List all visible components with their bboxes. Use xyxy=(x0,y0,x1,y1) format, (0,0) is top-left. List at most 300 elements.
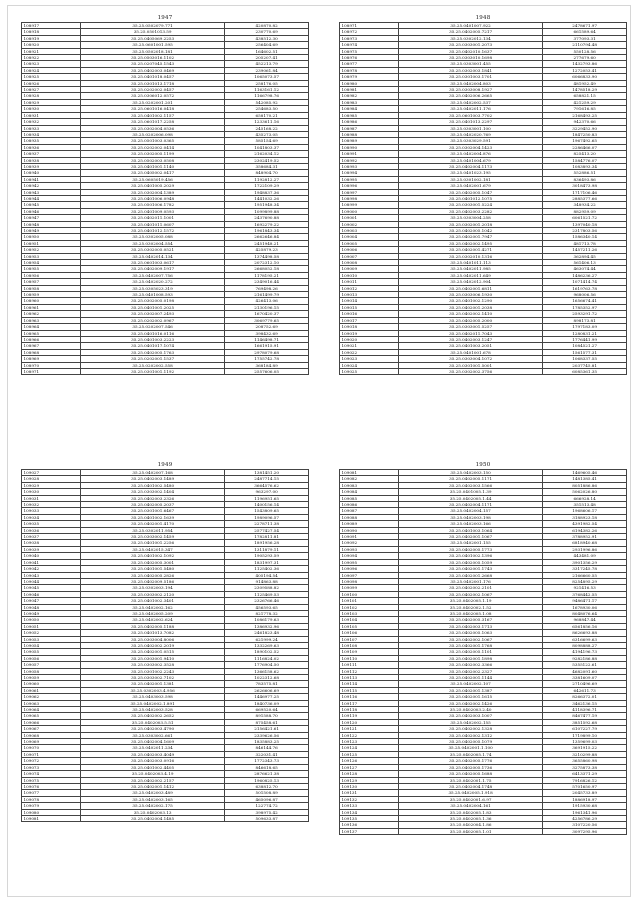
amount-cell: 348934.22 xyxy=(543,202,627,208)
data-table xyxy=(339,22,627,375)
record-number-cell: 109103 xyxy=(340,610,399,616)
record-number-cell: 109018 xyxy=(340,324,399,330)
record-number-cell: 109078 xyxy=(22,796,81,802)
record-number-cell: 109098 xyxy=(340,578,399,584)
record-number-cell: 108966 xyxy=(22,336,81,342)
amount-cell: 836493.86 xyxy=(543,176,627,182)
account-code-cell: 35.25.0302007.2493 xyxy=(80,311,224,317)
amount-cell: 3018473.98 xyxy=(543,183,627,189)
amount-cell: 4118396.71 xyxy=(543,707,627,713)
amount-cell: 1678930.06 xyxy=(543,604,627,610)
amount-cell: 1178195.21 xyxy=(225,272,309,278)
record-number-cell: 108941 xyxy=(22,176,81,182)
account-code-cell: 35.25.0401006.0948 xyxy=(80,195,224,201)
record-number-cell: 109096 xyxy=(340,566,399,572)
account-code-cell: 35.25.0402001.1743 xyxy=(398,566,542,572)
amount-cell: 3768442.55 xyxy=(543,591,627,597)
amount-cell: 1146498.71 xyxy=(225,336,309,342)
amount-cell: 968006.56 xyxy=(543,292,627,298)
record-number-cell: 108918 xyxy=(22,29,81,35)
account-code-cell: 35.25.0302004.1423 xyxy=(398,144,542,150)
account-code-cell: 35.25.0401008.593 xyxy=(80,292,224,298)
account-code-cell: 35.25.0402001.4271 xyxy=(398,247,542,253)
record-number-cell: 109079 xyxy=(22,803,81,809)
amount-cell: 1584776.07 xyxy=(543,157,627,163)
account-code-cell: 35.25.0402003.0916 xyxy=(80,758,224,764)
amount-cell: 2278711.38 xyxy=(225,521,309,527)
record-number-cell: 109066 xyxy=(22,719,81,725)
amount-cell: 3107220.56 xyxy=(543,822,627,828)
record-number-cell: 109102 xyxy=(340,604,399,610)
record-number-cell: 109050 xyxy=(22,617,81,623)
amount-cell: 3229452.90 xyxy=(543,125,627,131)
record-number-cell: 109088 xyxy=(340,514,399,520)
record-number-cell: 108987 xyxy=(340,125,399,131)
amount-cell: 658170.21 xyxy=(225,112,309,118)
record-number-cell: 108961 xyxy=(22,304,81,310)
record-number-cell: 109067 xyxy=(22,726,81,732)
account-code-cell: 35.25.0402003.5.51 xyxy=(80,719,224,725)
record-number-cell: 108971 xyxy=(340,23,399,29)
amount-cell: 2710496.69 xyxy=(543,681,627,687)
amount-cell: 3901356.29 xyxy=(543,559,627,565)
account-code-cell: 35.25.0402005.1.44 xyxy=(398,495,542,501)
account-code-cell: 35.25.0303001.9410 xyxy=(80,655,224,661)
account-code-cell: 35.25.0402003.1566 xyxy=(398,482,542,488)
account-code-cell: 35.25.0402005.1.74 xyxy=(398,751,542,757)
amount-cell: 1886918.97 xyxy=(543,796,627,802)
account-code-cell: 35.25.0402002.537 xyxy=(398,99,542,105)
record-number-cell: 109033 xyxy=(22,508,81,514)
account-code-cell: 35.25.0402005.1.19 xyxy=(398,598,542,604)
record-number-cell: 108943 xyxy=(22,189,81,195)
account-code-cell: 35.25.0402002.107 xyxy=(398,681,542,687)
record-number-cell: 108993 xyxy=(340,163,399,169)
record-number-cell: 108935 xyxy=(22,138,81,144)
amount-cell: 501508.89 xyxy=(225,790,309,796)
record-number-cell: 109107 xyxy=(340,636,399,642)
amount-cell: 6316699.63 xyxy=(543,636,627,642)
account-code-cell: 35.25.0402004.1485 xyxy=(80,815,224,821)
record-number-cell: 108965 xyxy=(22,330,81,336)
record-number-cell: 109132 xyxy=(340,796,399,802)
record-number-cell: 109013 xyxy=(340,292,399,298)
record-number-cell: 109015 xyxy=(340,304,399,310)
account-code-cell: 35.25.0402004.1609 xyxy=(80,739,224,745)
record-number-cell: 109081 xyxy=(340,470,399,476)
table-title: 1947 xyxy=(157,15,173,21)
account-code-cell: 35.25.0402007.756 xyxy=(80,272,224,278)
amount-cell: 230770.69 xyxy=(225,29,309,35)
record-number-cell: 108994 xyxy=(340,170,399,176)
account-code-cell: 35.25.0402003.166 xyxy=(398,521,542,527)
record-number-cell: 109054 xyxy=(22,642,81,648)
account-code-cell: 35.25.0402003.2.40 xyxy=(398,707,542,713)
amount-cell: 443481.09 xyxy=(543,553,627,559)
amount-cell: 1785352.97 xyxy=(543,304,627,310)
account-code-cell: 35.25.0401002.1157 xyxy=(80,112,224,118)
account-code-cell: 35.25.0402009.1917 xyxy=(80,266,224,272)
amount-cell: 891588.70 xyxy=(225,713,309,719)
account-code-cell: 35.25.0501006.1782 xyxy=(80,202,224,208)
record-number-cell: 109100 xyxy=(340,591,399,597)
amount-cell: 1905293.59 xyxy=(225,553,309,559)
account-code-cell: 35.25.0402004.1171 xyxy=(398,502,542,508)
amount-cell: 1670420.37 xyxy=(225,311,309,317)
account-code-cell: 35.25.0503016.1102 xyxy=(80,55,224,61)
amount-cell: 3788952.91 xyxy=(543,534,627,540)
record-number-cell: 108926 xyxy=(22,80,81,86)
account-code-cell: 35.25.0202007.546 xyxy=(80,324,224,330)
record-number-cell: 109065 xyxy=(22,713,81,719)
record-number-cell: 109086 xyxy=(340,502,399,508)
account-code-cell: 35.25.0302005.088 xyxy=(80,234,224,240)
record-number-cell: 108917 xyxy=(22,23,81,29)
amount-cell: 1561577.31 xyxy=(543,349,627,355)
amount-cell: 8626693.88 xyxy=(543,630,627,636)
amount-cell: 2478671.97 xyxy=(543,23,627,29)
record-number-cell: 109111 xyxy=(340,662,399,668)
amount-cell: 164602.51 xyxy=(225,48,309,54)
record-number-cell: 109129 xyxy=(340,777,399,783)
amount-cell: 4391982.54 xyxy=(543,521,627,527)
account-code-cell: 35.25.0402011.985 xyxy=(398,266,542,272)
record-number-cell: 108999 xyxy=(340,202,399,208)
record-number-cell: 108959 xyxy=(22,292,81,298)
record-number-cell: 109030 xyxy=(22,489,81,495)
amount-cell: 1469605.46 xyxy=(543,470,627,476)
record-number-cell: 108919 xyxy=(22,35,81,41)
account-code-cell: 35.25.0402001.1768 xyxy=(398,642,542,648)
account-code-cell: 35.25.0401011.0607 xyxy=(80,221,224,227)
record-number-cell: 108952 xyxy=(22,247,81,253)
record-number-cell: 109085 xyxy=(340,495,399,501)
account-code-cell: 35.25.0402002.1495 xyxy=(398,240,542,246)
account-code-cell: 35.25.0401001.2256 xyxy=(80,540,224,546)
record-number-cell: 109104 xyxy=(340,617,399,623)
amount-cell: 1915930.68 xyxy=(543,803,627,809)
account-code-cell: 35.25.0401005.2029 xyxy=(80,183,224,189)
record-number-cell: 109045 xyxy=(22,585,81,591)
amount-cell: 1961341.96 xyxy=(543,809,627,815)
account-code-cell: 35.25.0402002.2101 xyxy=(398,585,542,591)
account-code-cell: 35.25.0402003.4049 xyxy=(80,751,224,757)
record-number-cell: 109072 xyxy=(22,758,81,764)
record-number-cell: 108997 xyxy=(340,189,399,195)
amount-cell: 846618.65 xyxy=(225,764,309,770)
amount-cell: 1446977.25 xyxy=(225,694,309,700)
record-number-cell: 109074 xyxy=(22,771,81,777)
amount-cell: 239061.84 xyxy=(225,67,309,73)
amount-cell: 2317803.56 xyxy=(543,228,627,234)
account-code-cell: 35.25.0402005.1188 xyxy=(80,623,224,629)
record-number-cell: 109029 xyxy=(22,482,81,488)
record-number-cell: 108946 xyxy=(22,208,81,214)
account-code-cell: 35.25.0402002.1067 xyxy=(398,636,542,642)
record-number-cell: 108963 xyxy=(22,317,81,323)
account-code-cell: 35.25.0402012.904 xyxy=(398,279,542,285)
record-number-cell: 108937 xyxy=(22,151,81,157)
amount-cell: 1400156.14 xyxy=(225,502,309,508)
amount-cell: 205207.41 xyxy=(225,55,309,61)
amount-cell: 4256786.29 xyxy=(543,815,627,821)
record-number-cell: 109130 xyxy=(340,783,399,789)
record-number-cell: 109109 xyxy=(340,649,399,655)
record-number-cell: 109101 xyxy=(340,598,399,604)
account-code-cell: 35.25.0401013.7082 xyxy=(80,630,224,636)
account-code-cell: 35.25.0202002.0967 xyxy=(80,317,224,323)
account-code-cell: 35.25.0501003.0365 xyxy=(80,138,224,144)
account-code-cell: 35.25.0402002.2327 xyxy=(398,668,542,674)
amount-cell: 1374498.58 xyxy=(225,253,309,259)
record-number-cell: 109044 xyxy=(22,578,81,584)
record-number-cell: 109087 xyxy=(340,508,399,514)
amount-cell: 3462136.15 xyxy=(543,700,627,706)
record-number-cell: 108991 xyxy=(340,151,399,157)
account-code-cell: 35.25.0402004.876 xyxy=(398,151,542,157)
record-number-cell: 109091 xyxy=(340,534,399,540)
amount-cell: 465096.87 xyxy=(225,796,309,802)
account-code-cell: 35.25.0401017.1074 xyxy=(80,343,224,349)
record-number-cell: 108958 xyxy=(22,285,81,291)
account-code-cell: 35.25.0402020.272 xyxy=(80,279,224,285)
record-number-cell: 108930 xyxy=(22,106,81,112)
account-code-cell: 35.25.0202006.098 xyxy=(80,131,224,137)
account-code-cell: 35.25.0502018.181 xyxy=(80,48,224,54)
record-number-cell: 109070 xyxy=(22,745,81,751)
record-number-cell: 109007 xyxy=(340,253,399,259)
record-number-cell: 109017 xyxy=(340,317,399,323)
record-number-cell: 108944 xyxy=(22,195,81,201)
account-code-cell: 35.25.0402002.155 xyxy=(398,719,542,725)
account-code-cell: 35.25.0303004.258 xyxy=(398,215,542,221)
account-code-cell: 35.25.0402001.4170 xyxy=(80,521,224,527)
amount-cell: 452213.79 xyxy=(225,61,309,67)
amount-cell: 5355122.61 xyxy=(543,662,627,668)
record-number-cell: 108979 xyxy=(340,74,399,80)
account-code-cell: 35.25.0202002.0457 xyxy=(80,87,224,93)
account-code-cell: 35.25.0202002.558 xyxy=(80,362,224,368)
record-number-cell: 109059 xyxy=(22,675,81,681)
record-number-cell: 108950 xyxy=(22,234,81,240)
record-number-cell: 108948 xyxy=(22,221,81,227)
record-number-cell: 109036 xyxy=(22,527,81,533)
account-code-cell: 35.25.0303001.5224 xyxy=(398,202,542,208)
account-code-cell: 35.25.0401003.2223 xyxy=(80,336,224,342)
amount-cell: 1951948.34 xyxy=(225,202,309,208)
amount-cell: 2130196.15 xyxy=(225,304,309,310)
record-number-cell: 109117 xyxy=(340,700,399,706)
account-code-cell: 35.25.0402001.1.100 xyxy=(398,745,542,751)
amount-cell: 208752.69 xyxy=(225,324,309,330)
account-code-cell: 35.25.0605019.456 xyxy=(80,176,224,182)
record-number-cell: 109128 xyxy=(340,771,399,777)
account-code-cell: 35.25.0402005.1101 xyxy=(398,649,542,655)
amount-cell: 2437690.88 xyxy=(225,215,309,221)
account-code-cell: 35.25.0302012.134 xyxy=(398,35,542,41)
account-code-cell: 35.25.0303004.8006 xyxy=(80,636,224,642)
account-code-cell: 35.25.0401001.5480 xyxy=(80,566,224,572)
account-code-cell: 35.25.0401002.1092 xyxy=(80,553,224,559)
record-number-cell: 109134 xyxy=(340,809,399,815)
table-block-1948 xyxy=(339,15,627,375)
account-code-cell: 35.25.0302003.4.956 xyxy=(80,687,224,693)
amount-cell: 921416.53 xyxy=(543,585,627,591)
account-code-cell: 35.25.0402002.1328 xyxy=(398,726,542,732)
amount-cell: 1656674.41 xyxy=(543,298,627,304)
amount-cell: 254683.50 xyxy=(225,106,309,112)
table-block-1949 xyxy=(21,462,309,822)
record-number-cell: 109071 xyxy=(22,751,81,757)
amount-cell: 561406.13 xyxy=(543,260,627,266)
record-number-cell: 109131 xyxy=(340,790,399,796)
account-code-cell: 35.25.0402002.1312 xyxy=(398,732,542,738)
amount-cell: 256404.69 xyxy=(225,42,309,48)
amount-cell: 6085361.35 xyxy=(543,368,627,374)
account-code-cell: 35.25.0301001.6467 xyxy=(80,508,224,514)
record-number-cell: 109082 xyxy=(340,476,399,482)
account-code-cell: 35.25.0202002.0414 xyxy=(80,144,224,150)
record-number-cell: 109038 xyxy=(22,540,81,546)
record-number-cell: 109023 xyxy=(340,356,399,362)
amount-cell: 968847.44 xyxy=(543,617,627,623)
amount-cell: 1486236.27 xyxy=(543,272,627,278)
amount-cell: 846144.76 xyxy=(225,745,309,751)
account-code-cell: 35.25.0402005.1.01 xyxy=(398,828,542,834)
record-number-cell: 108984 xyxy=(340,106,399,112)
account-code-cell: 35.25.0402003.1489 xyxy=(80,476,224,482)
table-row xyxy=(22,815,309,821)
record-number-cell: 109052 xyxy=(22,630,81,636)
record-number-cell: 109125 xyxy=(340,751,399,757)
account-code-cell: 35.25.0202001.201 xyxy=(80,99,224,105)
record-number-cell: 109014 xyxy=(340,298,399,304)
account-code-cell: 35.25.0207045.1543 xyxy=(80,61,224,67)
account-code-cell: 35.25.0301013.1718 xyxy=(80,80,224,86)
amount-cell: 463074.44 xyxy=(543,266,627,272)
record-number-cell: 108998 xyxy=(340,195,399,201)
record-number-cell: 108936 xyxy=(22,144,81,150)
amount-cell: 2451948.21 xyxy=(225,240,309,246)
record-number-cell: 108962 xyxy=(22,311,81,317)
account-code-cell: 35.25.0303008.1927 xyxy=(398,87,542,93)
record-number-cell: 109002 xyxy=(340,221,399,227)
amount-cell: 1619763.78 xyxy=(543,285,627,291)
amount-cell: 398432.69 xyxy=(225,330,309,336)
account-code-cell: 35.25.0402004.803 xyxy=(398,80,542,86)
record-number-cell: 109076 xyxy=(22,783,81,789)
record-number-cell: 108923 xyxy=(22,61,81,67)
record-number-cell: 109064 xyxy=(22,707,81,713)
amount-cell: 848904.70 xyxy=(225,170,309,176)
amount-cell: 405194.54 xyxy=(225,572,309,578)
amount-cell: 1359699.03 xyxy=(543,739,627,745)
record-number-cell: 108931 xyxy=(22,112,81,118)
record-number-cell: 109105 xyxy=(340,623,399,629)
amount-cell: 8051886.86 xyxy=(543,482,627,488)
amount-cell: 942370.66 xyxy=(543,119,627,125)
record-number-cell: 108921 xyxy=(22,48,81,54)
amount-cell: 1478518.29 xyxy=(543,87,627,93)
account-code-cell: 35.25.0402005.2037 xyxy=(80,502,224,508)
amount-cell: 6818940.68 xyxy=(543,540,627,546)
account-code-cell: 35.25.0402005.1776 xyxy=(398,758,542,764)
account-code-cell: 35.25.0402005.1.08 xyxy=(398,610,542,616)
account-code-cell: 35.25.0303002.1404 xyxy=(80,489,224,495)
record-number-cell: 109094 xyxy=(340,553,399,559)
record-number-cell: 109115 xyxy=(340,687,399,693)
amount-cell: 2286466.07 xyxy=(543,144,627,150)
record-number-cell: 109060 xyxy=(22,681,81,687)
account-code-cell: 35.25.0601017.2258 xyxy=(80,119,224,125)
amount-cell: 1719899.10 xyxy=(543,732,627,738)
amount-cell: 1065073.57 xyxy=(225,74,309,80)
amount-cell: 585154.69 xyxy=(225,138,309,144)
amount-cell: 1272053.41 xyxy=(543,67,627,73)
amount-cell: 6066833.90 xyxy=(543,74,627,80)
amount-cell: 1960825.13 xyxy=(225,777,309,783)
record-number-cell: 109089 xyxy=(340,521,399,527)
record-number-cell: 108949 xyxy=(22,228,81,234)
account-code-cell: 35.25.0301002.181 xyxy=(398,176,542,182)
record-number-cell: 109123 xyxy=(340,739,399,745)
amount-cell: 914863.88 xyxy=(225,578,309,584)
amount-cell: 2072312.10 xyxy=(225,260,309,266)
account-code-cell: 35.25.0202001.1537 xyxy=(80,356,224,362)
amount-cell: 2339626.56 xyxy=(225,732,309,738)
account-code-cell: 35.25.0302005.0198 xyxy=(80,298,224,304)
record-number-cell: 109108 xyxy=(340,642,399,648)
amount-cell: 1084521.27 xyxy=(543,343,627,349)
account-code-cell: 35.25.0402004.1173 xyxy=(398,163,542,169)
record-number-cell: 109025 xyxy=(340,368,399,374)
amount-cell: 426413.06 xyxy=(225,298,309,304)
amount-cell: 1366158.62 xyxy=(225,668,309,674)
amount-cell: 2110794.48 xyxy=(543,42,627,48)
record-number-cell: 109095 xyxy=(340,559,399,565)
amount-cell: 1776904.50 xyxy=(225,662,309,668)
amount-cell: 3188923.18 xyxy=(543,514,627,520)
amount-cell: 122774.72 xyxy=(225,803,309,809)
data-table xyxy=(339,469,627,835)
amount-cell: 368184.89 xyxy=(225,362,309,368)
record-number-cell: 109055 xyxy=(22,649,81,655)
amount-cell: 552886.51 xyxy=(543,170,627,176)
account-code-cell: 35.25.0402004.1.86 xyxy=(398,822,542,828)
account-code-cell: 35.25.0402003.1247 xyxy=(398,336,542,342)
amount-cell: 1967492.65 xyxy=(543,138,627,144)
amount-cell: 1586340.14 xyxy=(543,234,627,240)
record-number-cell: 108920 xyxy=(22,42,81,48)
amount-cell: 2557606.05 xyxy=(225,368,309,374)
amount-cell: 3069779.65 xyxy=(225,317,309,323)
record-number-cell: 108995 xyxy=(340,176,399,182)
amount-cell: 3381609.07 xyxy=(543,675,627,681)
record-number-cell: 109001 xyxy=(340,215,399,221)
record-number-cell: 109113 xyxy=(340,675,399,681)
amount-cell: 362894.45 xyxy=(543,253,627,259)
record-number-cell: 108938 xyxy=(22,157,81,163)
amount-cell: 2156421.61 xyxy=(225,726,309,732)
amount-cell: 666928.14 xyxy=(543,495,627,501)
record-number-cell: 108992 xyxy=(340,157,399,163)
amount-cell: 669520.64 xyxy=(225,707,309,713)
record-number-cell: 108974 xyxy=(340,42,399,48)
account-code-cell: 35.25.0402005.1.36 xyxy=(398,815,542,821)
record-number-cell: 109006 xyxy=(340,247,399,253)
account-code-cell: 35.25.0402002.175 xyxy=(80,803,224,809)
account-code-cell: 35.25.0302005.1199 xyxy=(80,151,224,157)
